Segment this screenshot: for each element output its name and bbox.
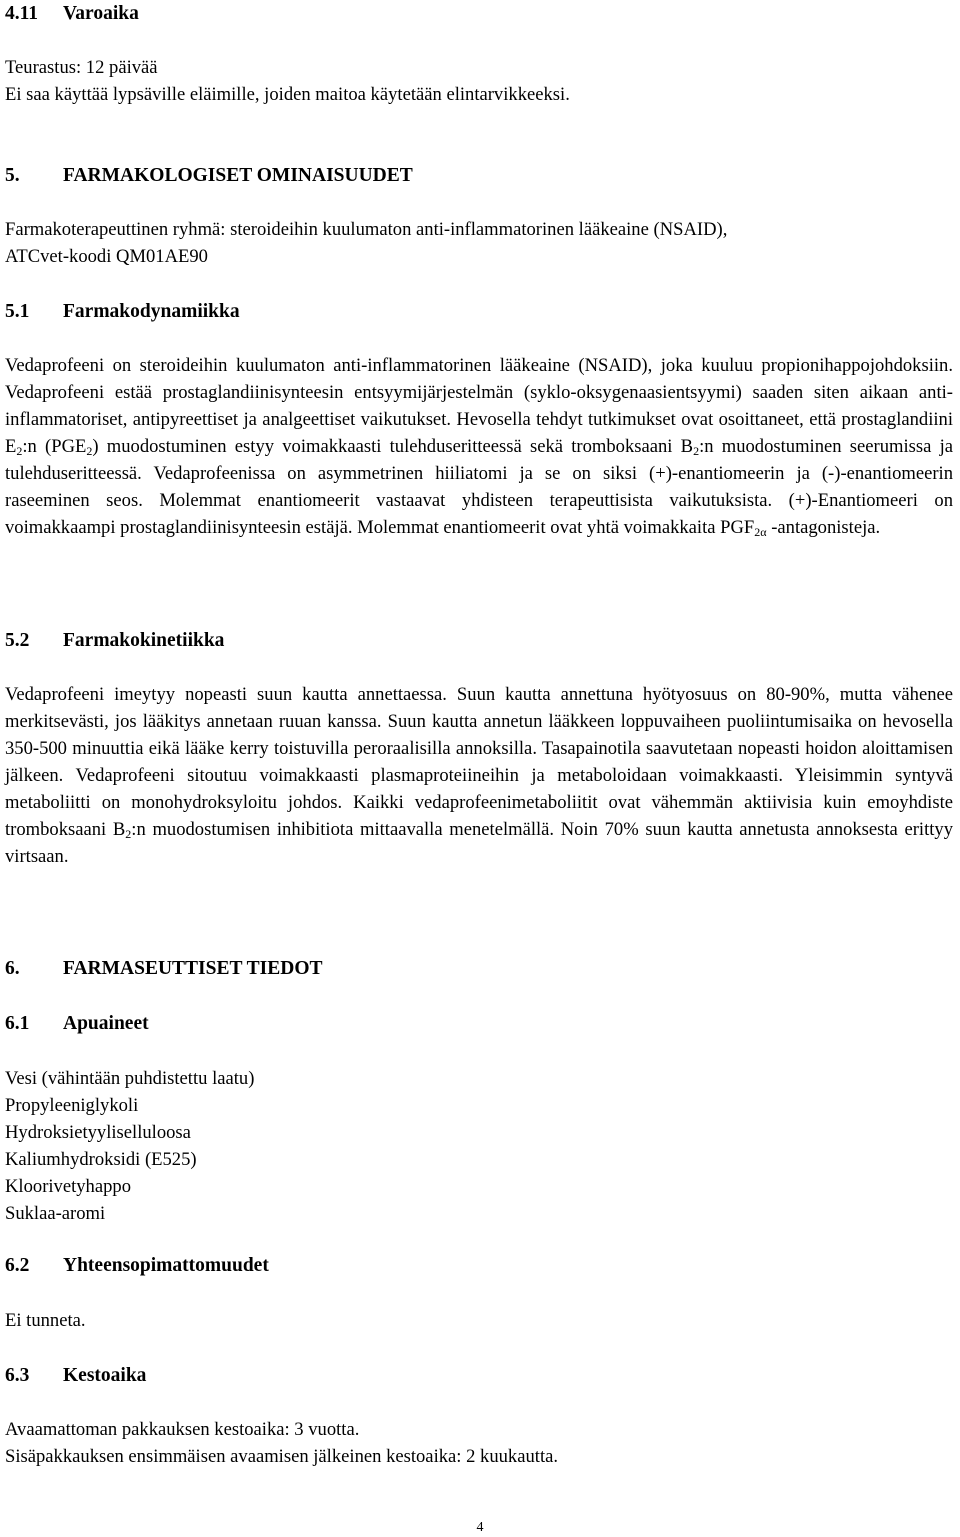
text-line: Ei saa käyttää lypsäville eläimille, joiden maitoa käytetään elintarvikkeeksi. xyxy=(5,84,570,105)
section-heading-6 xyxy=(5,955,953,982)
section-title: Farmakodynamiikka xyxy=(63,301,240,322)
text-line: Teurastus: 12 päivää xyxy=(5,57,158,78)
section-number: 6.3 xyxy=(5,1365,30,1386)
section-title: Farmakokinetiikka xyxy=(63,630,225,651)
excipients-list xyxy=(5,1065,953,1227)
list-item: Kloorivetyhappo xyxy=(5,1176,131,1197)
list-item: Hydroksietyyliselluloosa xyxy=(5,1122,191,1143)
withdrawal-period-text xyxy=(5,54,953,108)
section-heading-5 xyxy=(5,162,953,189)
pharmacodynamics-paragraph: Vedaprofeeni on steroideihin kuulumaton anti-inflammatorinen lääkeaine (NSAID), joka kuuluu propionihappojohdoksiin. Vedaprofeeni estää prostaglandiinisynteesin entsyymijärjestelmän (syklo-oksygenaasientsyymi) saaden siten aikaan anti-inflammatoriset, antipyreettiset ja analgeettiset vaikutukset. Hevosella tehdyt tutkimukset ovat osoittaneet, että prostaglandiini $E_2:n$ $(PGE_2)$ muodostuminen estyy voimakkaasti tulehduseritteessä sekä tromboksaani $B_2:n$ muodostuminen seerumissa ja tulehduseritteessä. Vedaprofeenissa on asymmetrinen hiiliatomi ja se on siksi (+)-enantiomeerin ja (-)-enantiomeerin raseeminen seos. Molemmat enantiomeerit vastaavat yhdisteen terapeuttisista vaikutuksista. (+)-Enantiomeeri on voimakkaampi prostaglandiinisynteesin estäjä. Molemmat enantiomeerit ovat yhtä voimakkaita $PGF_{2\alpha}$ -antagonisteja. xyxy=(5,355,953,539)
text-line: Ei tunneta. xyxy=(5,1310,86,1331)
page-number: 4 xyxy=(476,1520,484,1535)
incompatibilities-text xyxy=(5,1307,953,1334)
section-title: Kestoaika xyxy=(63,1365,147,1386)
section-title: FARMASEUTTISET TIEDOT xyxy=(63,958,323,979)
list-item: Kaliumhydroksidi (E525) xyxy=(5,1149,197,1170)
section-title: FARMAKOLOGISET OMINAISUUDET xyxy=(63,165,413,186)
section-number: 5.1 xyxy=(5,301,30,322)
section-number: 5.2 xyxy=(5,630,30,651)
list-item: Propyleeniglykoli xyxy=(5,1095,139,1116)
list-item: Suklaa-aromi xyxy=(5,1203,106,1224)
list-item: Vesi (vähintään puhdistettu laatu) xyxy=(5,1068,255,1089)
section-number: 5. xyxy=(5,165,20,186)
shelf-life-text xyxy=(5,1416,953,1470)
pharmacokinetics-paragraph: Vedaprofeeni imeytyy nopeasti suun kautta annettaessa. Suun kautta annettuna hyötyosuus on 80-90%, mutta vähenee merkitsevästi, jos lääkitys annetaan ruuan kanssa. Suun kautta annetun lääkkeen loppuvaiheen puoliintumisaika on hevosella 350-500 minuuttia eikä lääke kerry toistuvilla peroraalisilla annoksilla. Tasapainotila saavutetaan nopeasti hoidon aloittamisen jälkeen. Vedaprofeeni sitoutuu voimakkaasti plasmaproteiineihin ja metaboloidaan voimakkaasti. Yleisimmin syntyvä metaboliitti on monohydroksyloitu johdos. Kaikki vedaprofeenimetaboliitit ovat vähemmän aktiivisia kuin emoyhdiste tromboksaani $B_2:n$ muodostumisen inhibitiota mittaavalla menetelmällä. Noin 70% suun kautta annetusta annoksesta erittyy virtsaan. xyxy=(5,684,953,867)
section-heading-6-1 xyxy=(5,1010,953,1037)
section-heading-5-1 xyxy=(5,298,953,325)
section-heading-5-2 xyxy=(5,627,953,654)
section-title: Varoaika xyxy=(63,3,139,24)
section-number: 6. xyxy=(5,958,20,979)
section-number: 6.1 xyxy=(5,1013,30,1034)
section-heading-4-11 xyxy=(5,0,953,27)
pharmacotherapeutic-group-text xyxy=(5,216,953,270)
section-title: Apuaineet xyxy=(63,1013,149,1034)
section-number: 6.2 xyxy=(5,1255,30,1276)
section-title: Yhteensopimattomuudet xyxy=(63,1255,269,1276)
section-heading-6-2 xyxy=(5,1252,953,1279)
text-line: Farmakoterapeuttinen ryhmä: steroideihin kuulumaton anti-inflammatorinen lääkeaine (NSAID), xyxy=(5,219,728,240)
section-number: 4.11 xyxy=(5,3,39,24)
text-line: Sisäpakkauksen ensimmäisen avaamisen jälkeinen kestoaika: 2 kuukautta. xyxy=(5,1446,559,1467)
section-heading-6-3 xyxy=(5,1362,953,1389)
text-line: Avaamattoman pakkauksen kestoaika: 3 vuotta. xyxy=(5,1419,360,1440)
text-line: ATCvet-koodi QM01AE90 xyxy=(5,246,208,267)
